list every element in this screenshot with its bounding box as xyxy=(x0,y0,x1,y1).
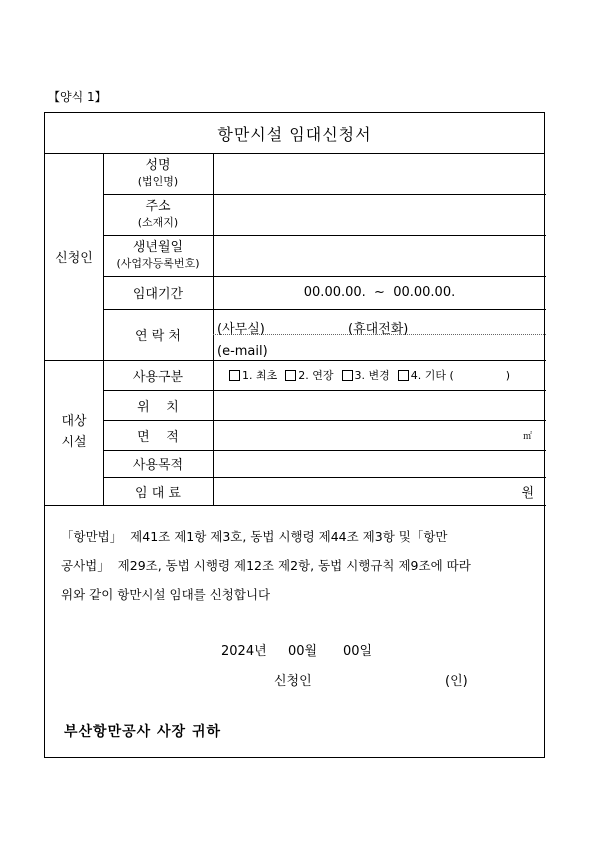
address-field[interactable] xyxy=(213,194,546,235)
usage-option-extension[interactable]: 2. 연장 xyxy=(285,367,333,383)
mobile-phone-label: (휴대전화) xyxy=(348,322,409,337)
form-title: 항만시설 임대신청서 xyxy=(45,113,544,154)
area-field[interactable] xyxy=(213,420,546,450)
statement-line: 위와 같이 항만시설 임대를 신청합니다 xyxy=(61,587,271,602)
name-field[interactable] xyxy=(213,153,546,194)
facility-group-label: 대상 시설 xyxy=(61,413,87,450)
seal-label: (인) xyxy=(445,674,468,689)
applicant-group-label: 신청인 xyxy=(55,251,93,266)
table-bottom xyxy=(45,505,546,506)
name-label: 성명 (법인명) xyxy=(137,158,179,188)
usage-other-close: ) xyxy=(505,368,511,382)
area-label: 면 적 xyxy=(137,429,179,445)
checkbox-icon[interactable] xyxy=(398,370,409,381)
period-value[interactable]: 00.00.00. ~ 00.00.00. xyxy=(303,285,456,300)
date-day: 00일 xyxy=(343,644,373,659)
usage-option-initial[interactable]: 1. 최초 xyxy=(229,367,277,383)
checkbox-icon[interactable] xyxy=(342,370,353,381)
fee-field[interactable] xyxy=(213,477,546,505)
statement-paragraph xyxy=(61,522,533,609)
usage-option-change[interactable]: 3. 변경 xyxy=(342,367,390,383)
contact-label: 연 락 처 xyxy=(135,329,181,344)
statement-line: 「항만법」 제41조 제1항 제3호, 동법 시행령 제44조 제3항 및「항만 xyxy=(61,529,448,544)
address-label: 주소 (소재지) xyxy=(137,199,179,229)
addressee: 부산항만공사 사장 귀하 xyxy=(64,724,221,740)
usage-label: 사용구분 xyxy=(132,369,184,385)
birth-field[interactable] xyxy=(213,235,546,276)
office-phone-label: (사무실) xyxy=(217,322,265,337)
location-field[interactable] xyxy=(213,390,546,420)
signer-label: 신청인 xyxy=(274,674,312,689)
statement-line: 공사법」 제29조, 동법 시행령 제12조 제2항, 동법 시행규칙 제9조에 따라 xyxy=(61,558,471,573)
birth-label: 생년월일 (사업자등록번호) xyxy=(116,240,200,270)
purpose-field[interactable] xyxy=(213,450,546,477)
fee-label: 임 대 료 xyxy=(135,485,181,501)
purpose-label: 사용목적 xyxy=(132,458,184,473)
usage-options xyxy=(213,360,546,390)
date-year: 2024년 xyxy=(221,644,267,659)
location-label: 위 치 xyxy=(137,399,179,415)
checkbox-icon[interactable] xyxy=(285,370,296,381)
usage-option-other[interactable]: 4. 기타 ( xyxy=(398,367,454,383)
form-number-label: 【양식 1】 xyxy=(48,90,107,104)
fee-unit: 원 xyxy=(521,485,534,501)
area-unit: ㎡ xyxy=(522,431,532,442)
email-label: (e-mail) xyxy=(217,344,268,359)
date-month: 00월 xyxy=(288,644,318,659)
checkbox-icon[interactable] xyxy=(229,370,240,381)
period-label: 임대기간 xyxy=(132,287,184,302)
application-form xyxy=(44,112,545,758)
